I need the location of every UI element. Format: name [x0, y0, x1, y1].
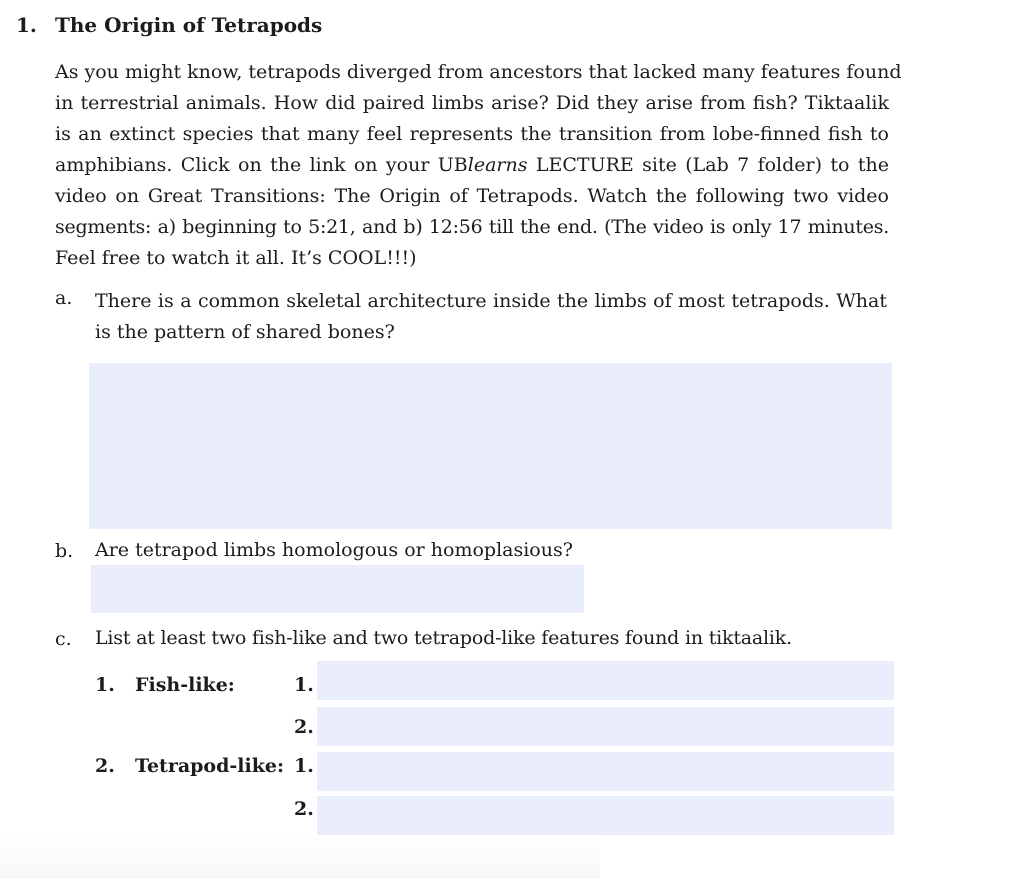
section-number: 1. [16, 13, 37, 37]
intro-line: is an extinct species that many feel represents the transition from lobe-finned fish to [55, 123, 889, 145]
tetrapod-like-label: Tetrapod-like: [135, 755, 284, 777]
answer-field-tetrapod-2[interactable] [317, 796, 894, 835]
intro-line: segments: a) beginning to 5:21, and b) 12:56 till the end. (The video is only 17 minutes. [55, 216, 889, 238]
intro-line: Feel free to watch it all. It’s COOL!!!) [55, 247, 417, 269]
section-title: The Origin of Tetrapods [55, 13, 323, 37]
intro-line: video on Great Transitions: The Origin of Tetrapods. Watch the following two video [55, 185, 889, 207]
answer-field-tetrapod-1[interactable] [317, 752, 894, 791]
fish-like-item-number: 2. [294, 716, 314, 738]
answer-field-a[interactable] [89, 363, 892, 529]
intro-line-part: amphibians. Click on the link on your UB [55, 154, 468, 176]
question-b-text: Are tetrapod limbs homologous or homoplasious? [95, 539, 573, 561]
answer-field-b[interactable] [91, 565, 584, 613]
intro-line [55, 150, 889, 181]
intro-line-part: LECTURE site (Lab 7 folder) to the [527, 154, 889, 176]
question-c-text: List at least two fish-like and two tetrapod-like features found in tiktaalik. [95, 627, 792, 649]
question-c-letter: c. [55, 628, 72, 650]
page-bottom-shading [0, 836, 600, 878]
fish-like-label: Fish-like: [135, 674, 235, 696]
answer-field-fish-1[interactable] [317, 661, 894, 700]
intro-line: in terrestrial animals. How did paired limbs arise? Did they arise from fish? Tiktaalik [55, 92, 889, 114]
question-a-line: There is a common skeletal architecture inside the limbs of most tetrapods. What [95, 290, 887, 312]
answer-field-fish-2[interactable] [317, 707, 894, 746]
tetrapod-like-item-number: 2. [294, 798, 314, 820]
fish-like-number: 1. [95, 674, 115, 696]
tetrapod-like-item-number: 1. [294, 755, 314, 777]
intro-paragraph [55, 57, 902, 274]
question-a-text [95, 286, 887, 348]
fish-like-item-number: 1. [294, 674, 314, 696]
question-a-line: is the pattern of shared bones? [95, 321, 395, 343]
intro-line: As you might know, tetrapods diverged from ancestors that lacked many features found [55, 61, 902, 83]
tetrapod-like-number: 2. [95, 755, 115, 777]
ublearns-italic: learns [467, 154, 528, 176]
question-a-letter: a. [55, 287, 73, 309]
question-b-letter: b. [55, 540, 74, 562]
